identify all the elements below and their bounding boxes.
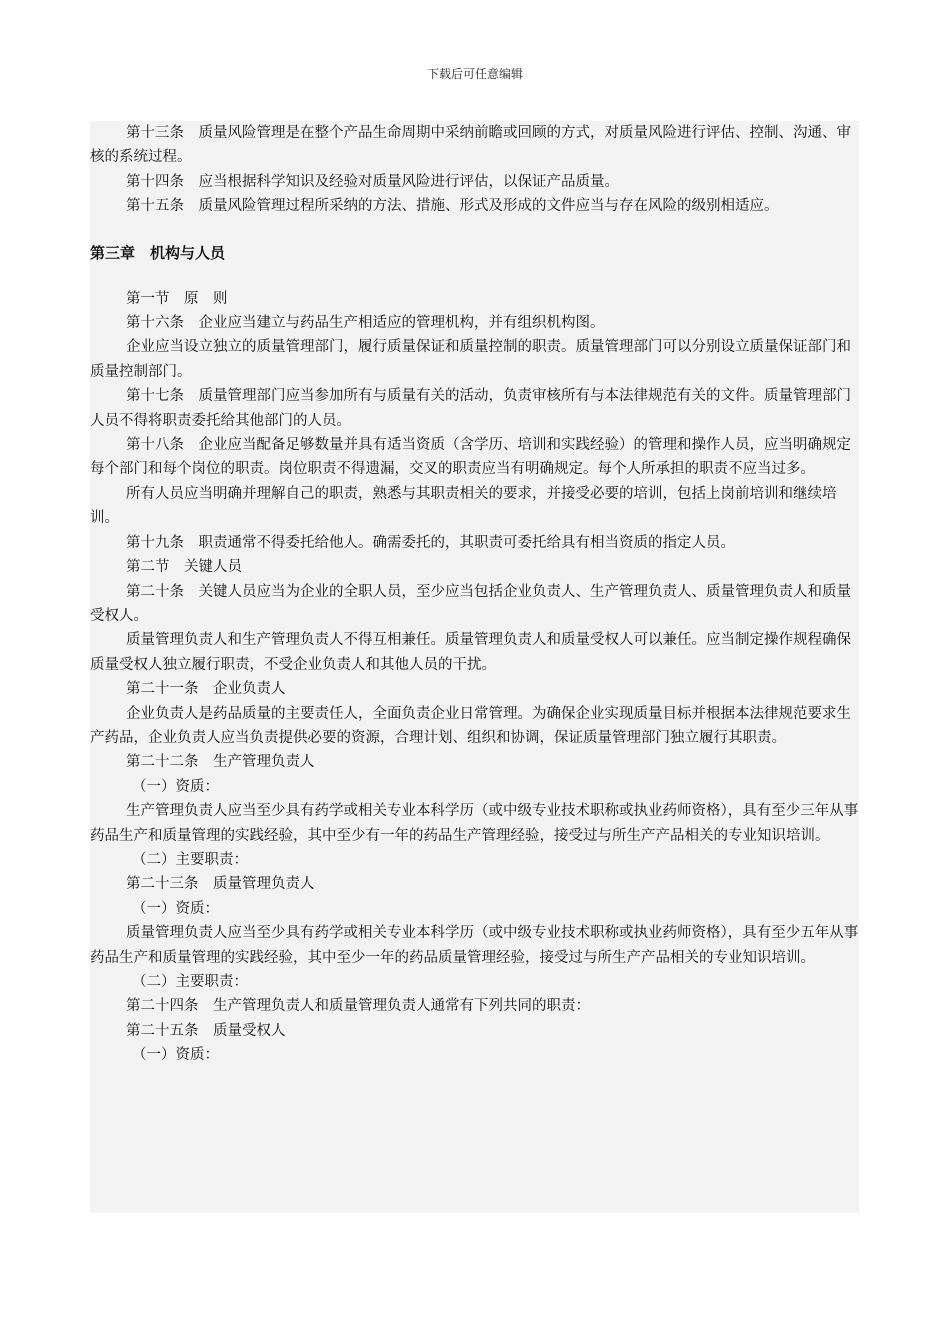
article-20: 第二十条 关键人员应当为企业的全职人员，至少应当包括企业负责人、生产管理负责人、质量管理负责人和质量受权人。 — [90, 583, 851, 624]
article-18: 第十八条 企业应当配备足够数量并具有适当资质（含学历、培训和实践经验）的管理和操作人员，应当明确规定每个部门和每个岗位的职责。岗位职责不得遗漏，交叉的职责应当有明确规定。每个人所承担的职责不应当过多。 — [90, 437, 851, 478]
article-25: 第二十五条 质量受权人 — [126, 1022, 286, 1039]
article-22: 第二十二条 生产管理负责人 — [126, 754, 315, 771]
article-15: 第十五条 质量风险管理过程所采纳的方法、措施、形式及形成的文件应当与存在风险的级别相适应。 — [126, 198, 779, 215]
article-23: 第二十三条 质量管理负责人 — [126, 876, 315, 893]
article-21-paragraph: 企业负责人是药品质量的主要责任人，全面负责企业日常管理。为确保企业实现质量目标并根据本法律规范要求生产药品，企业负责人应当负责提供必要的资源，合理计划、组织和协调，保证质量管理部门独立履行其职责。 — [90, 705, 851, 746]
article-25-qualification-label: （一）资质： — [132, 1047, 219, 1064]
chapter-title: 第三章 机构与人员 — [90, 243, 226, 262]
section-2-heading: 第二节 关键人员 — [126, 559, 242, 576]
article-22-qualification: 生产管理负责人应当至少具有药学或相关专业本科学历（或中级专业技术职称或执业药师资格），具有至少三年从事药品生产和质量管理的实践经验，其中至少有一年的药品生产管理经验，接受过与所生产产品相关的专业知识培训。 — [90, 803, 859, 844]
article-19: 第十九条 职责通常不得委托给他人。确需委托的，其职责可委托给具有相当资质的指定人员。 — [126, 534, 735, 551]
article-24: 第二十四条 生产管理负责人和质量管理负责人通常有下列共同的职责： — [126, 998, 590, 1015]
document-body — [90, 121, 859, 1213]
article-23-qualification: 质量管理负责人应当至少具有药学或相关专业本科学历（或中级专业技术职称或执业药师资格），具有至少五年从事药品生产和质量管理的实践经验，其中至少一年的药品质量管理经验，接受过与所生产产品相关的专业知识培训。 — [90, 925, 859, 966]
page-header: 下载后可任意编辑 — [426, 67, 523, 81]
article-14: 第十四条 应当根据科学知识及经验对质量风险进行评估，以保证产品质量。 — [126, 173, 619, 190]
article-22-duties-label: （二）主要职责： — [132, 851, 248, 868]
article-22-qualification-label: （一）资质： — [132, 778, 219, 795]
article-18-paragraph: 所有人员应当明确并理解自己的职责，熟悉与其职责相关的要求，并接受必要的培训，包括上岗前培训和继续培训。 — [90, 485, 837, 527]
article-20-paragraph: 质量管理负责人和生产管理负责人不得互相兼任。质量管理负责人和质量受权人可以兼任。应当制定操作规程确保质量受权人独立履行职责，不受企业负责人和其他人员的干扰。 — [90, 632, 851, 673]
section-1-heading: 第一节 原 则 — [126, 290, 228, 307]
article-16: 第十六条 企业应当建立与药品生产相适应的管理机构，并有组织机构图。 — [126, 315, 605, 332]
article-23-duties-label: （二）主要职责： — [132, 974, 248, 990]
article-23-qualification-label: （一）资质： — [132, 900, 219, 917]
article-13: 第十三条 质量风险管理是在整个产品生命周期中采纳前瞻或回顾的方式，对质量风险进行评估、控制、沟通、审核的系统过程。 — [90, 125, 851, 166]
article-16-paragraph: 企业应当设立独立的质量管理部门，履行质量保证和质量控制的职责。质量管理部门可以分别设立质量保证部门和质量控制部门。 — [90, 339, 851, 380]
article-17: 第十七条 质量管理部门应当参加所有与质量有关的活动，负责审核所有与本法律规范有关的文件。质量管理部门人员不得将职责委托给其他部门的人员。 — [90, 388, 851, 429]
article-21: 第二十一条 企业负责人 — [126, 681, 286, 698]
